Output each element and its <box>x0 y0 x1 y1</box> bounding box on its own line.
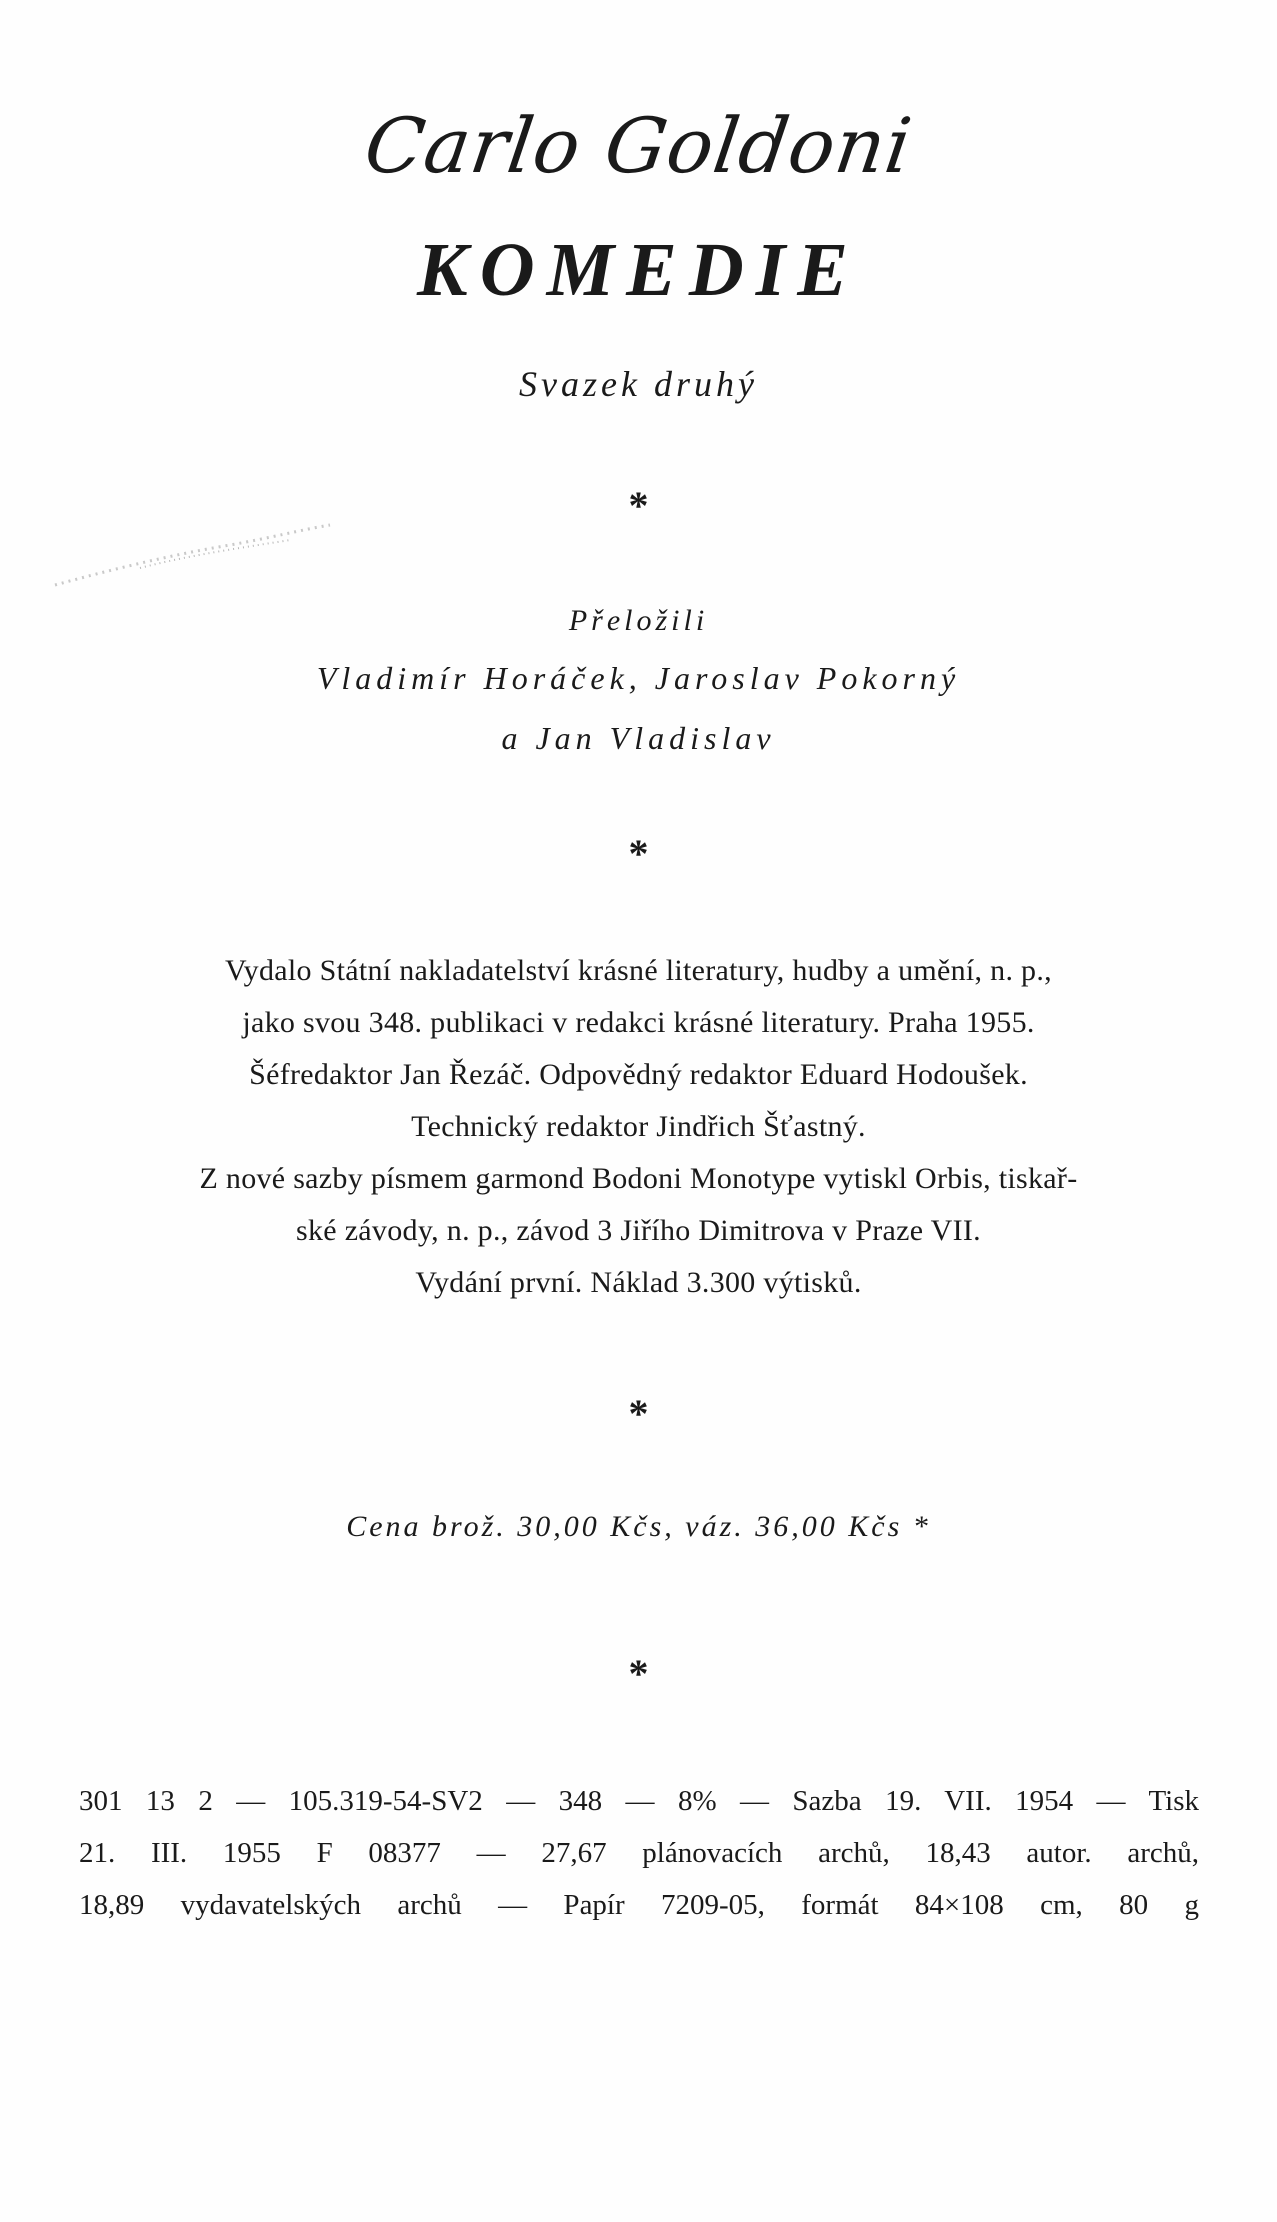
separator-asterisk: * <box>628 831 649 876</box>
translators-line: a Jan Vladislav <box>501 720 776 756</box>
separator-asterisk: * <box>628 1391 649 1436</box>
author-name: Carlo Goldoni <box>359 101 918 190</box>
book-title: KOMEDIE <box>417 228 860 312</box>
translators-label: Přeložili <box>568 604 709 637</box>
separator-asterisk: * <box>628 1651 649 1696</box>
imprint-line: ské závody, n. p., závod 3 Jiřího Dimitrova v Praze VII. <box>296 1214 981 1247</box>
separator-asterisk: * <box>628 483 649 528</box>
publisher-imprint <box>0 945 1277 1309</box>
imprint-line: Z nové sazby písmem garmond Bodoni Monotype vytiskl Orbis, tiskař- <box>199 1162 1078 1195</box>
imprint-line: jako svou 348. publikaci v redakci krásné literatury. Praha 1955. <box>242 1006 1035 1039</box>
imprint-line: Šéfredaktor Jan Řezáč. Odpovědný redaktor Eduard Hodoušek. <box>249 1058 1028 1091</box>
imprint-line: Technický redaktor Jindřich Šťastný. <box>411 1110 866 1143</box>
translators-line: Vladimír Horáček, Jaroslav Pokorný <box>316 660 961 696</box>
technical-data <box>79 1775 1199 1931</box>
technical-line: 21. III. 1955 F 08377 — 27,67 plánovacích archů, 18,43 autor. archů, <box>79 1837 1199 1869</box>
technical-line: 18,89 vydavatelských archů — Papír 7209-05, formát 84×108 cm, 80 g <box>79 1889 1199 1921</box>
price-line: Cena brož. 30,00 Kčs, váz. 36,00 Kčs * <box>346 1510 931 1543</box>
volume-label: Svazek druhý <box>519 364 758 404</box>
imprint-line: Vydalo Státní nakladatelství krásné literatury, hudby a umění, n. p., <box>225 954 1052 987</box>
imprint-line: Vydání první. Náklad 3.300 výtisků. <box>415 1266 862 1299</box>
technical-line: 301 13 2 — 105.319-54-SV2 — 348 — 8% — Sazba 19. VII. 1954 — Tisk <box>79 1785 1199 1817</box>
